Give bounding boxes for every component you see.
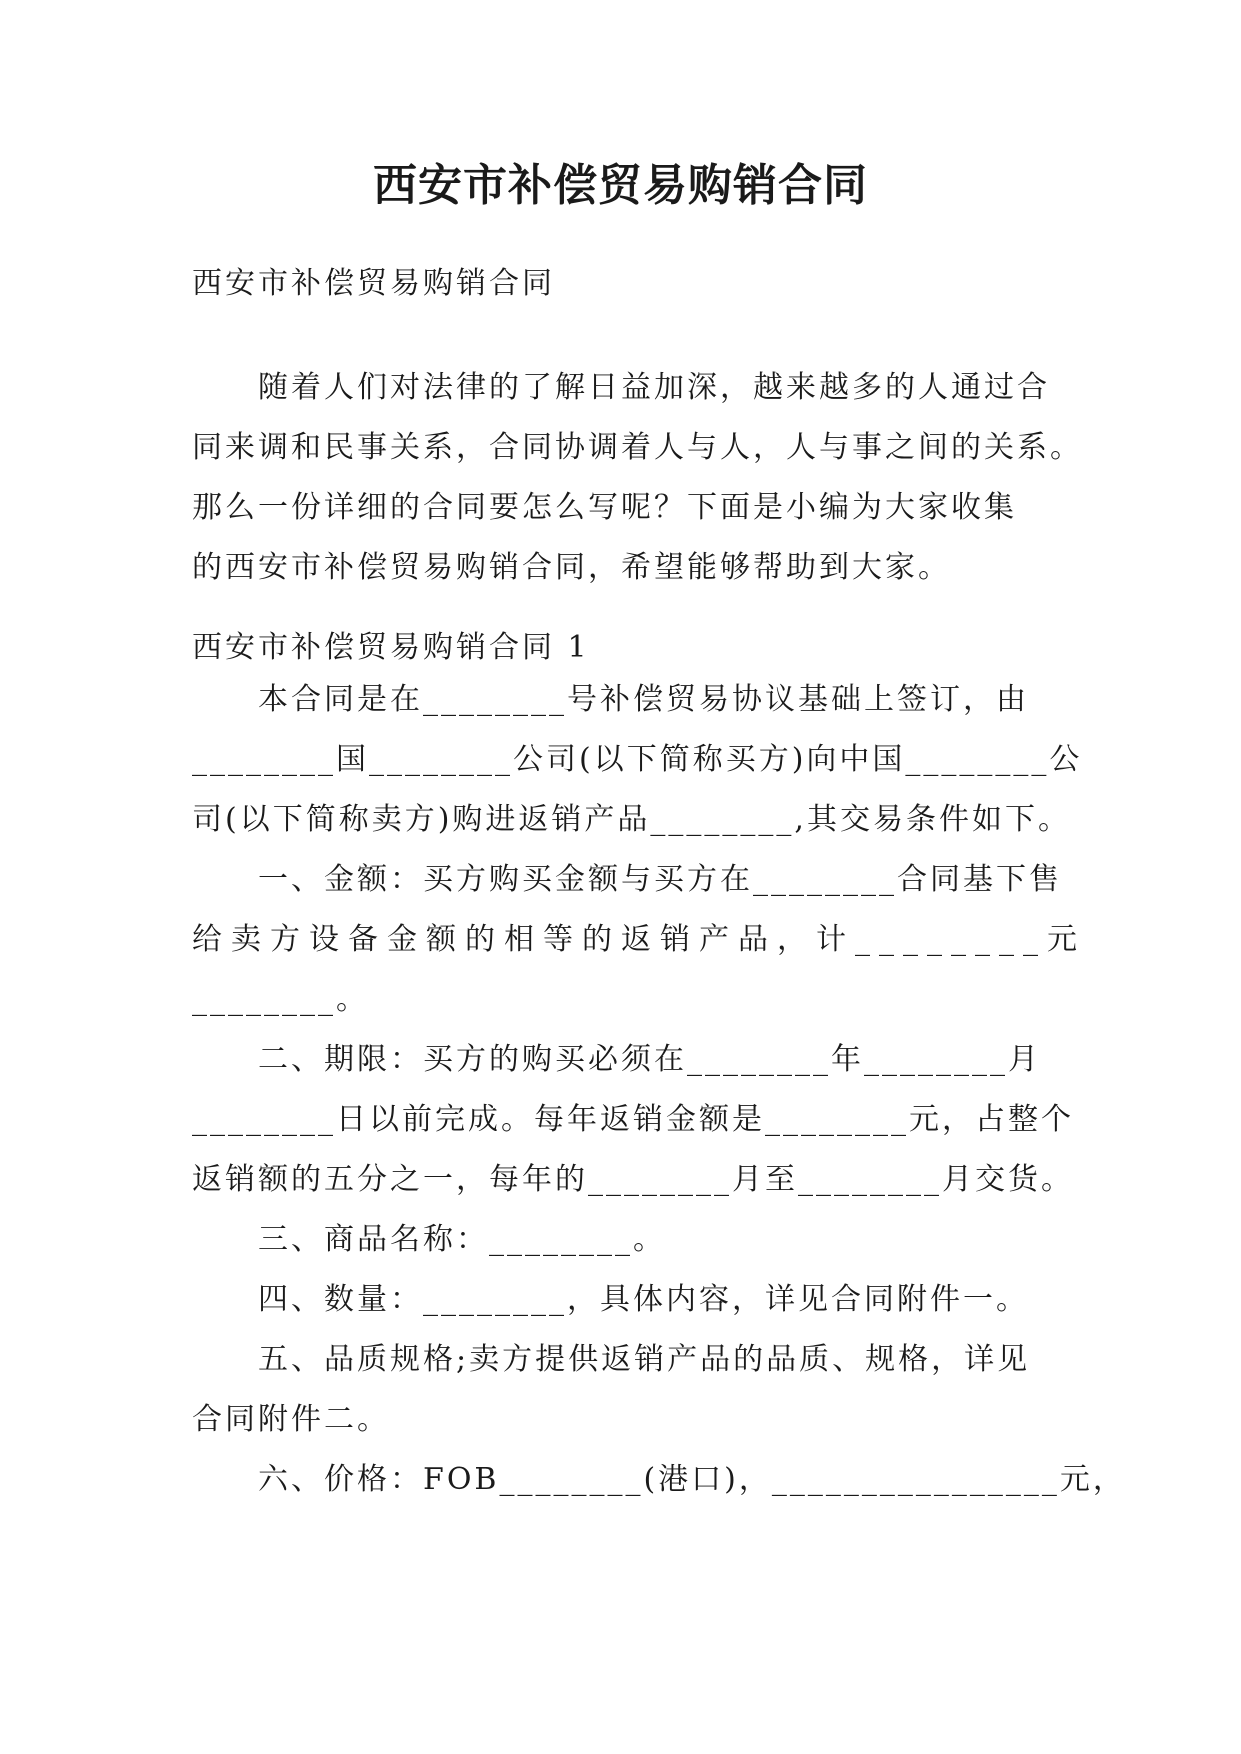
intro-line: 那么一份详细的合同要怎么写呢？下面是小编为大家收集 xyxy=(192,490,1017,525)
subtitle-text: 西安市补偿贸易购销合同 xyxy=(192,266,555,301)
body-line: 六、价格：FOB________(港口)，________________元， xyxy=(258,1462,1126,1497)
section-heading xyxy=(192,618,1052,678)
body-line: 三、商品名称：________。 xyxy=(258,1222,666,1257)
intro-line: 的西安市补偿贸易购销合同，希望能够帮助到大家。 xyxy=(192,550,951,585)
body-line: 返销额的五分之一，每年的________月至________月交货。 xyxy=(192,1162,1074,1197)
body-line: 本合同是在________号补偿贸易协议基础上签订，由 xyxy=(258,682,1029,717)
body-line: 合同附件二。 xyxy=(192,1402,390,1437)
contract-body xyxy=(192,670,1126,1510)
body-line: 给卖方设备金额的相等的返销产品，计________元 xyxy=(192,922,1086,957)
intro-paragraph xyxy=(192,358,1083,598)
document-title: 西安市补偿贸易购销合同 xyxy=(373,160,868,211)
body-line: 司(以下简称卖方)购进返销产品________,其交易条件如下。 xyxy=(192,802,1071,837)
body-line: 五、品质规格;卖方提供返销产品的品质、规格，详见 xyxy=(258,1342,1031,1377)
document-subtitle xyxy=(192,254,1052,314)
body-line: 一、金额：买方购买金额与买方在________合同基下售 xyxy=(258,862,1062,897)
body-line: ________国________公司(以下简称买方)向中国________公 xyxy=(192,742,1083,777)
intro-line: 随着人们对法律的了解日益加深，越来越多的人通过合 xyxy=(258,370,1050,405)
body-line: 四、数量：________，具体内容，详见合同附件一。 xyxy=(258,1282,1029,1317)
section-heading-text: 西安市补偿贸易购销合同 1 xyxy=(192,630,590,665)
body-line: ________。 xyxy=(192,982,369,1017)
body-line: ________日以前完成。每年返销金额是________元，占整个 xyxy=(192,1102,1074,1137)
intro-line: 同来调和民事关系，合同协调着人与人，人与事之间的关系。 xyxy=(192,430,1083,465)
body-line: 二、期限：买方的购买必须在________年________月 xyxy=(258,1042,1041,1077)
